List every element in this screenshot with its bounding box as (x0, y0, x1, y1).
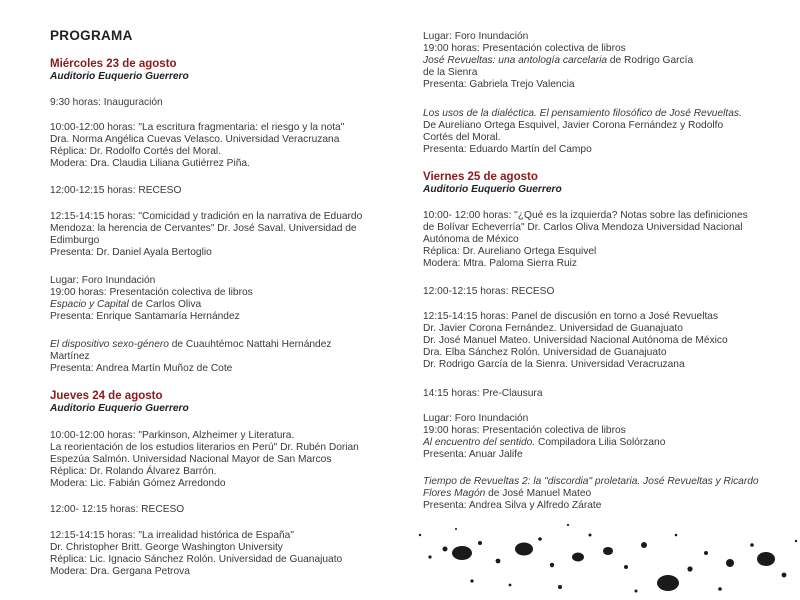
program-line: Dr. Christopher Britt. George Washington University (50, 542, 283, 554)
presenter-line: Presenta: Andrea Martín Muñoz de Cote (50, 363, 233, 375)
program-line: Modera: Dra. Gergana Petrova (50, 566, 190, 578)
day-1-break (50, 185, 395, 197)
program-line: 10:00- 12:00 horas: "¿Qué es la izquierda? Notas sobre las definiciones (423, 210, 748, 221)
day-2-header (50, 390, 395, 415)
program-line: Dr. Rodrigo García de la Sienra. Universidad Veracruzana (423, 359, 685, 371)
program-line: 12:15-14:15 horas: "Comicidad y tradición en la narrativa de Eduardo (50, 211, 363, 222)
program-line: Presenta: Dr. Daniel Ayala Bertoglio (50, 247, 212, 259)
presenter-line: Presenta: Gabriela Trejo Valencia (423, 79, 575, 91)
day-2-book-2 (423, 108, 773, 156)
book-line (423, 55, 773, 67)
book-title: Espacio y Capital (50, 299, 129, 311)
day-1-talk-2 (50, 211, 395, 259)
program-line: 12:15-14:15 horas: Panel de discusión en torno a José Revueltas (423, 311, 719, 322)
day-3-break (423, 286, 773, 298)
book-line (423, 437, 773, 449)
presenter-line: Presenta: Eduardo Martín del Campo (423, 144, 592, 156)
day-1-heading: Miércoles 23 de agosto (50, 58, 177, 70)
program-line: Dra. Norma Angélica Cuevas Velasco. Universidad Veracruzana (50, 134, 340, 146)
program-line: Dr. Javier Corona Fernández. Universidad de Guanajuato (423, 323, 683, 335)
day-3-heading: Viernes 25 de agosto (423, 171, 538, 183)
day-1-book-2 (50, 339, 395, 375)
day-1-header (50, 58, 395, 83)
program-line: Réplica: Dr. Rodolfo Cortés del Moral. (50, 146, 221, 158)
ink-splatter-decoration (400, 505, 800, 600)
program-line: Autónoma de México (423, 234, 519, 246)
book-author: de Cuauhtémoc Nattahi Hernández (168, 339, 332, 350)
program-line: Modera: Mtra. Paloma Sierra Ruiz (423, 258, 577, 270)
page-title: PROGRAMA (50, 28, 133, 43)
break-line: 12:00-12:15 horas: RECESO (423, 286, 555, 297)
book-title: Tiempo de Revueltas 2: la "discordia" proletaria. José Revueltas y Ricardo (423, 476, 759, 487)
book-line (50, 339, 395, 351)
opening-entry (50, 97, 395, 109)
program-line: Modera: Dra. Claudia Liliana Gutiérrez Piña. (50, 158, 250, 170)
book-authors-line: Cortés del Moral. (423, 132, 501, 144)
day-2-book-presentations (423, 31, 773, 91)
day-1-talk-1 (50, 122, 395, 170)
book-title: Al encuentro del sentido. (423, 437, 536, 449)
book-title: El dispositivo sexo-género (50, 339, 169, 350)
program-line: Réplica: Lic. Ignacio Sánchez Rolón. Universidad de Guanajuato (50, 554, 343, 566)
program-line: Modera: Lic. Fabián Gómez Arredondo (50, 478, 226, 490)
program-line: 10:00-12:00 horas: "La escritura fragmentaria: el riesgo y la nota" (50, 122, 345, 133)
day-3-header (423, 171, 773, 196)
program-line: Réplica: Dr. Rolando Álvarez Barrón. (50, 466, 217, 478)
pre-closing-entry (423, 388, 773, 400)
book-title-cont: Flores Magón (423, 488, 486, 500)
day-1-venue: Auditorio Euquerio Guerrero (50, 71, 189, 82)
book-rest: Compiladora Lilia Solórzano (535, 437, 666, 449)
day-3-panel (423, 311, 773, 371)
book-author: de Carlos Oliva (128, 299, 202, 311)
day-2-talk-1 (50, 430, 395, 490)
program-line: Réplica: Dr. Aureliano Ortega Esquivel (423, 246, 597, 258)
time-line: 19:00 horas: Presentación colectiva de libros (423, 43, 626, 55)
time-line: 19:00 horas: Presentación colectiva de libros (423, 425, 626, 437)
ink-drops (419, 524, 797, 593)
day-2-venue: Auditorio Euquerio Guerrero (50, 403, 189, 414)
day-1-book-presentations (50, 275, 395, 323)
book-authors-line: De Aureliano Ortega Esquivel, Javier Corona Fernández y Rodolfo (423, 120, 724, 132)
program-line: Dr. José Manuel Mateo. Universidad Nacional Autónoma de México (423, 335, 728, 347)
pre-closing-line: 14:15 horas: Pre-Clausura (423, 388, 543, 399)
program-line: 12:15-14:15 horas: "La irrealidad histórica de España" (50, 530, 294, 541)
break-line: 12:00-12:15 horas: RECESO (50, 185, 182, 196)
break-line: 12:00- 12:15 horas: RECESO (50, 504, 185, 515)
presenter-line: Presenta: Andrea Silva y Alfredo Zárate (423, 500, 602, 512)
venue-line: Lugar: Foro Inundación (423, 31, 529, 42)
book-author-cont: de la Sienra (423, 67, 478, 79)
venue-line: Lugar: Foro Inundación (423, 413, 529, 424)
program-line: 10:00-12:00 horas: "Parkinson, Alzheimer y Literatura. (50, 430, 295, 441)
day-3-venue: Auditorio Euquerio Guerrero (423, 184, 562, 195)
day-3-talk-1 (423, 210, 773, 270)
day-2-heading: Jueves 24 de agosto (50, 390, 163, 402)
book-line (423, 488, 773, 500)
program-line: Mendoza: la herencia de Cervantes" Dr. José Saval. Universidad de (50, 223, 357, 235)
program-line: Espezúa Salmón. Universidad Nacional Mayor de San Marcos (50, 454, 332, 466)
presenter-line: Presenta: Enrique Santamaría Hernández (50, 311, 240, 323)
day-3-book-presentations (423, 413, 773, 461)
day-2-break (50, 504, 395, 516)
book-author: de José Manuel Mateo (485, 488, 592, 500)
book-line (50, 299, 395, 311)
program-line: Dra. Elba Sánchez Rolón. Universidad de Guanajuato (423, 347, 667, 359)
book-author: de Rodrigo García (607, 55, 694, 67)
program-line: Edimburgo (50, 235, 100, 247)
program-line: de Bolívar Echeverría" Dr. Carlos Oliva Mendoza Universidad Nacional (423, 222, 743, 234)
opening-line: 9:30 horas: Inauguración (50, 97, 163, 108)
venue-line: Lugar: Foro Inundación (50, 275, 156, 286)
book-title: José Revueltas: una antología carcelaria (423, 55, 608, 67)
book-author-cont: Martínez (50, 351, 90, 363)
day-2-talk-2 (50, 530, 395, 578)
program-line: La reorientación de los estudios literarios en Perú" Dr. Rubén Dorian (50, 442, 359, 454)
time-line: 19:00 horas: Presentación colectiva de libros (50, 287, 253, 299)
book-title: Los usos de la dialéctica. El pensamiento filosófico de José Revueltas. (423, 108, 742, 119)
presenter-line: Presenta: Anuar Jalife (423, 449, 523, 461)
